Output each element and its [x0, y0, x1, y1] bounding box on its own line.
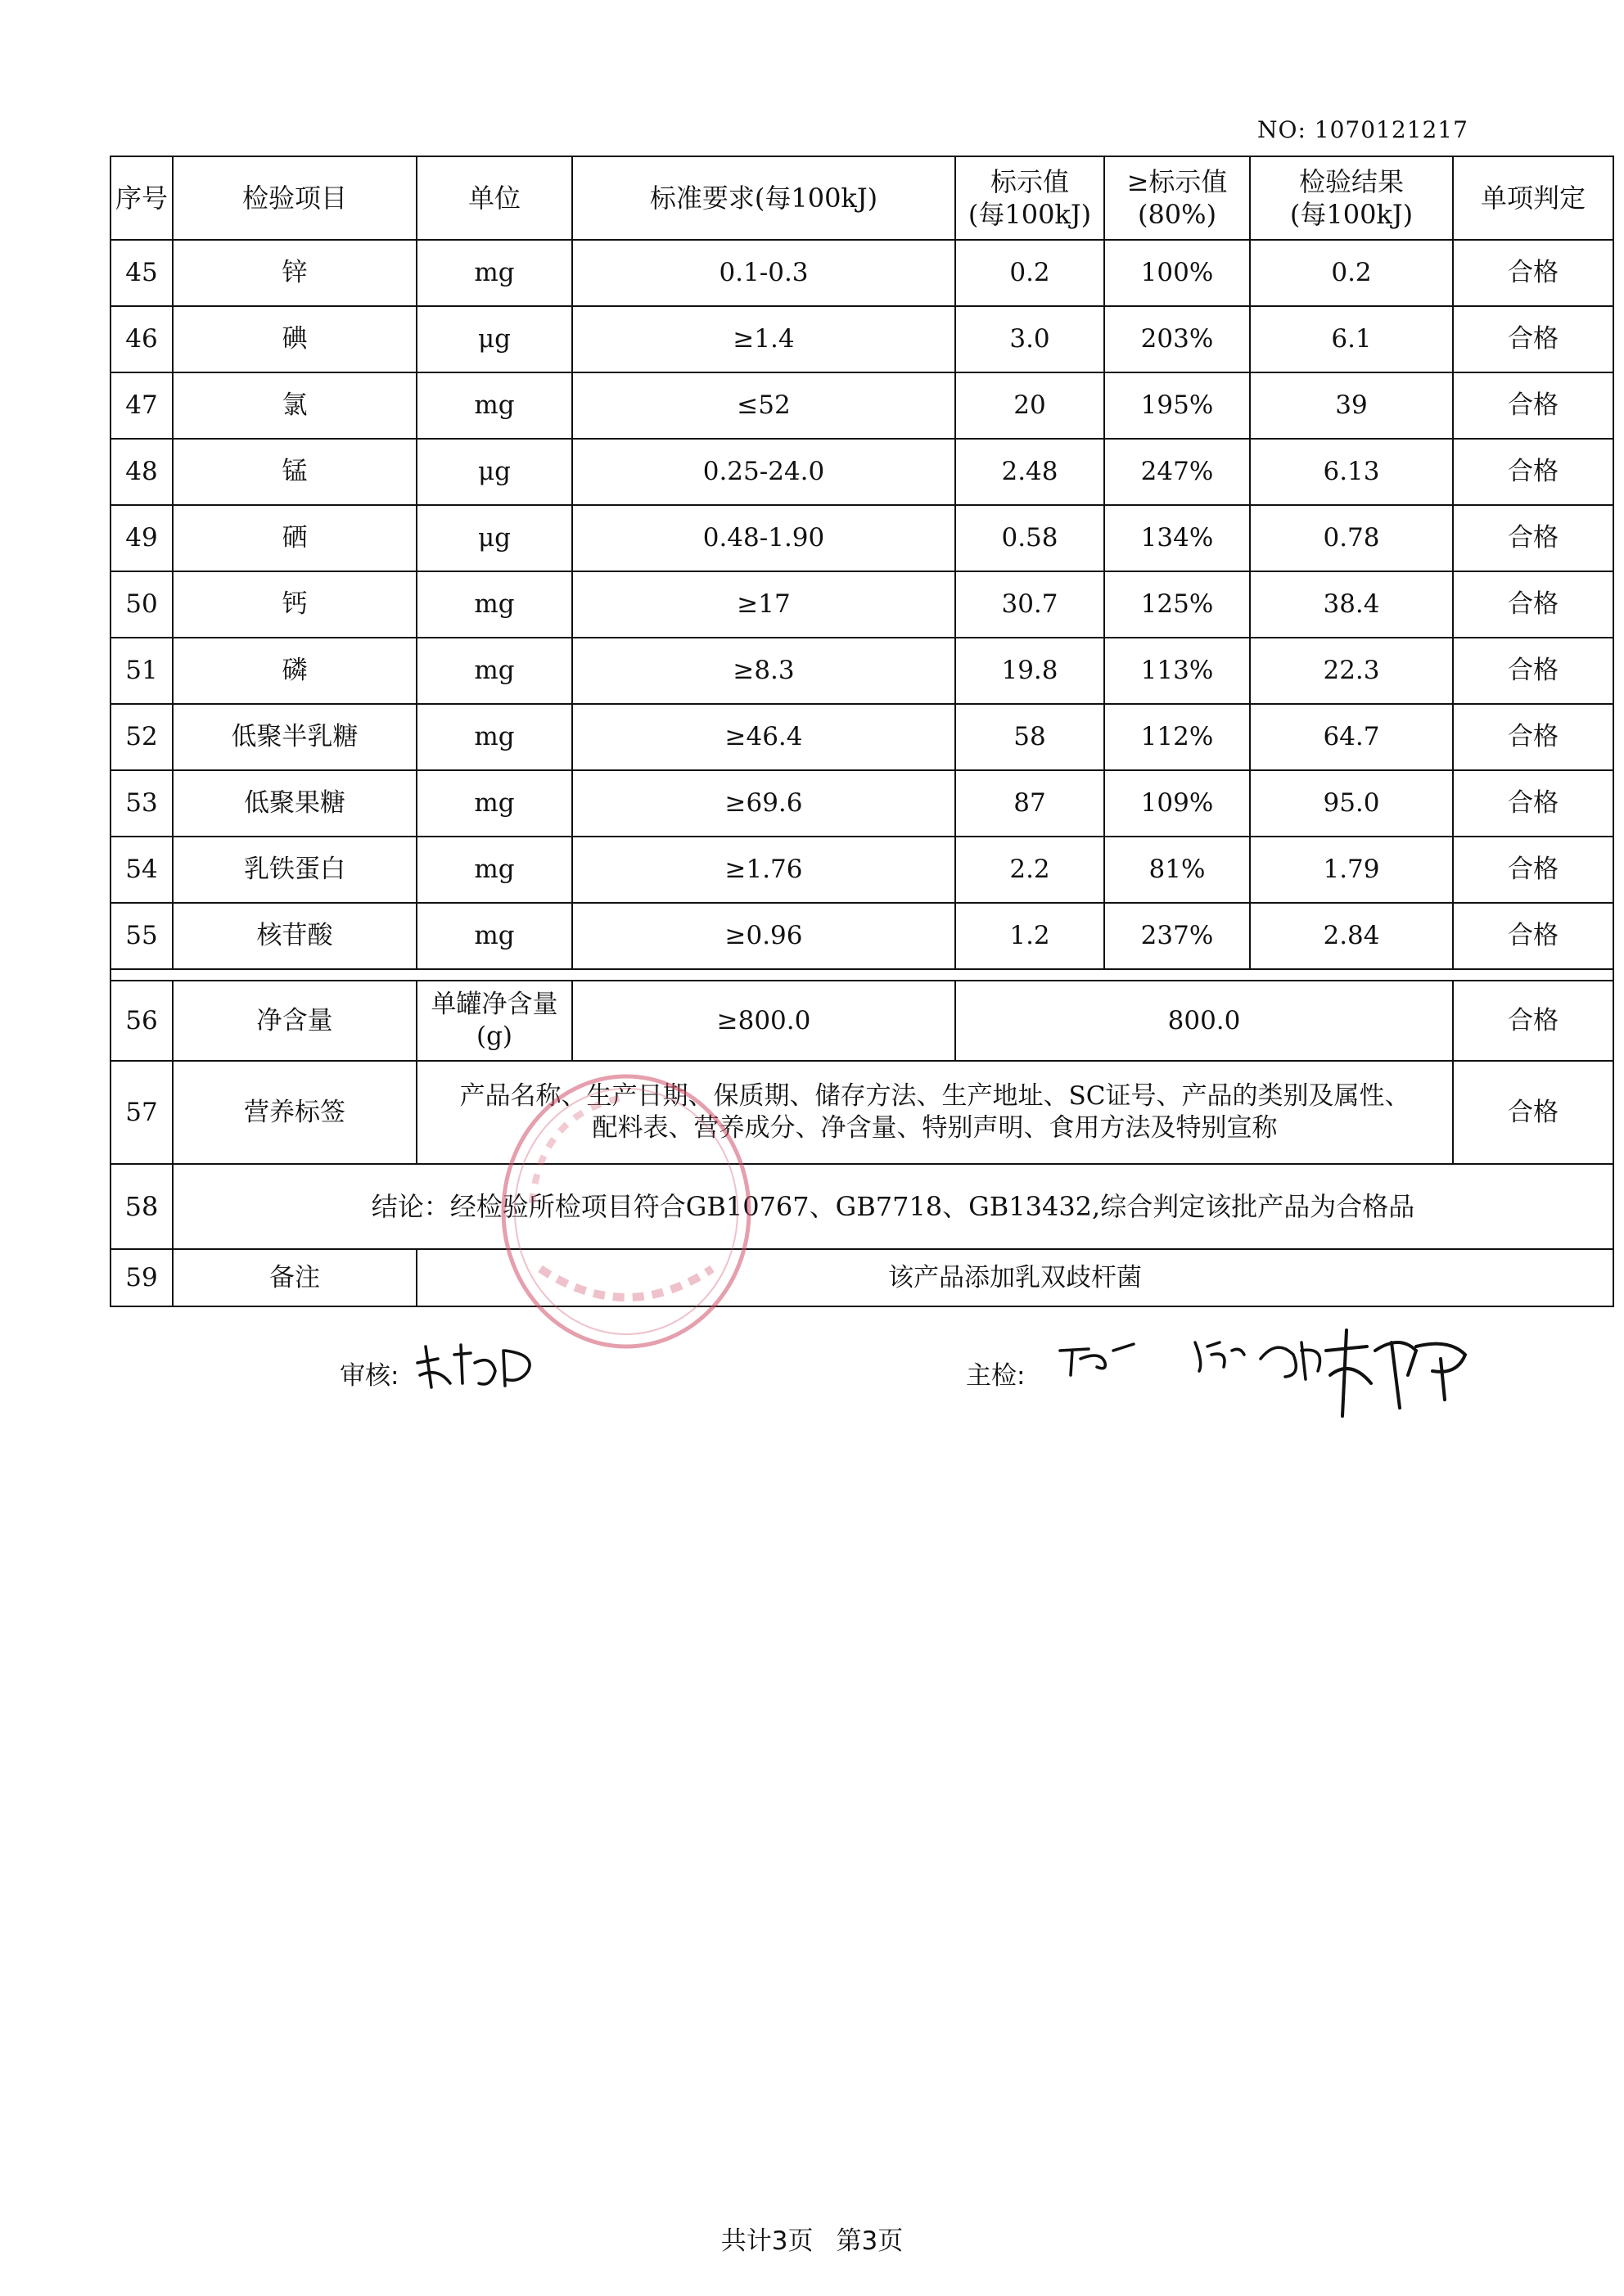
cell-labeled: 1.2 — [955, 903, 1104, 969]
cell-standard: 0.1-0.3 — [572, 240, 955, 306]
cell-no: 49 — [111, 505, 173, 571]
reviewer-signature-scribble — [413, 1338, 553, 1396]
cell-judgement: 合格 — [1453, 439, 1613, 505]
cell-item: 碘 — [173, 306, 417, 372]
cell-result: 39 — [1250, 372, 1453, 439]
cell-result: 6.1 — [1250, 306, 1453, 372]
cell-result: 2.84 — [1250, 903, 1453, 969]
cell-judgement: 合格 — [1453, 505, 1613, 571]
cell-judgement: 合格 — [1453, 1061, 1613, 1164]
table-row — [111, 638, 1613, 704]
cell-no: 50 — [111, 571, 173, 638]
col-header-labeled-line2: (每100kJ) — [968, 199, 1092, 230]
cell-unit: μg — [417, 306, 572, 372]
col-header-result-line1: 检验结果 — [1298, 166, 1404, 197]
table-row — [111, 505, 1613, 571]
cell-item: 锰 — [173, 439, 417, 505]
table-row — [111, 1249, 1613, 1306]
cell-no: 55 — [111, 903, 173, 969]
cell-judgement: 合格 — [1453, 770, 1613, 837]
table-row — [111, 837, 1613, 903]
cell-unit: μg — [417, 439, 572, 505]
cell-pct: 109% — [1104, 770, 1250, 837]
col-header-no: 序号 — [111, 156, 173, 240]
report-number: NO: 1070121217 — [1257, 116, 1468, 143]
cell-label-content — [417, 1061, 1453, 1164]
col-header-item: 检验项目 — [173, 156, 417, 240]
reviewer-label: 审核: — [340, 1361, 399, 1391]
cell-pct: 237% — [1104, 903, 1250, 969]
cell-result: 0.2 — [1250, 240, 1453, 306]
cell-no: 46 — [111, 306, 173, 372]
table-row — [111, 439, 1613, 505]
cell-item: 低聚果糖 — [173, 770, 417, 837]
cell-judgement: 合格 — [1453, 372, 1613, 439]
table-row — [111, 1164, 1613, 1249]
cell-unit: mg — [417, 571, 572, 638]
cell-judgement: 合格 — [1453, 240, 1613, 306]
cell-labeled: 2.48 — [955, 439, 1104, 505]
inspection-table — [110, 156, 1614, 1307]
cell-labeled: 19.8 — [955, 638, 1104, 704]
cell-unit: mg — [417, 372, 572, 439]
cell-no: 51 — [111, 638, 173, 704]
cell-conclusion: 结论：经检验所检项目符合GB10767、GB7718、GB13432,综合判定该批产品为合格品 — [173, 1164, 1613, 1249]
inspector-label: 主检: — [966, 1361, 1026, 1391]
cell-item: 氯 — [173, 372, 417, 439]
cell-standard: ≥17 — [572, 571, 955, 638]
cell-standard: ≥1.4 — [572, 306, 955, 372]
cell-pct: 81% — [1104, 837, 1250, 903]
cell-result: 22.3 — [1250, 638, 1453, 704]
cell-result: 800.0 — [955, 981, 1453, 1061]
table-row — [111, 372, 1613, 439]
cell-judgement: 合格 — [1453, 571, 1613, 638]
cell-item: 磷 — [173, 638, 417, 704]
cell-labeled: 20 — [955, 372, 1104, 439]
cell-labeled: 30.7 — [955, 571, 1104, 638]
page-footer — [0, 2220, 1624, 2257]
col-header-result-line2: (每100kJ) — [1289, 199, 1414, 230]
cell-pct: 195% — [1104, 372, 1250, 439]
col-header-pct-line1: ≥标示值 — [1126, 166, 1228, 197]
col-header-labeled — [955, 156, 1104, 240]
col-header-result — [1250, 156, 1453, 240]
col-header-pct — [1104, 156, 1250, 240]
col-header-judgement: 单项判定 — [1453, 156, 1613, 240]
cell-result: 95.0 — [1250, 770, 1453, 837]
cell-unit-line2: (g) — [476, 1022, 513, 1051]
cell-item: 备注 — [173, 1249, 417, 1306]
reviewer-signature — [413, 1338, 553, 1399]
table-row — [111, 770, 1613, 837]
inspector-signatures — [1056, 1326, 1482, 1428]
cell-item: 低聚半乳糖 — [173, 704, 417, 770]
cell-no: 54 — [111, 837, 173, 903]
page-total: 共计3页 — [720, 2226, 814, 2256]
cell-labeled: 0.58 — [955, 505, 1104, 571]
col-header-unit: 单位 — [417, 156, 572, 240]
col-header-pct-line2: (80%) — [1137, 199, 1217, 230]
cell-unit: mg — [417, 837, 572, 903]
cell-labeled: 0.2 — [955, 240, 1104, 306]
cell-judgement: 合格 — [1453, 903, 1613, 969]
cell-pct: 134% — [1104, 505, 1250, 571]
cell-standard: 0.48-1.90 — [572, 505, 955, 571]
col-header-labeled-line1: 标示值 — [990, 166, 1069, 197]
table-row — [111, 571, 1613, 638]
cell-item: 营养标签 — [173, 1061, 417, 1164]
cell-item: 乳铁蛋白 — [173, 837, 417, 903]
cell-judgement: 合格 — [1453, 638, 1613, 704]
cell-standard: ≥1.76 — [572, 837, 955, 903]
cell-judgement: 合格 — [1453, 837, 1613, 903]
inspector-signature-scribble — [1056, 1326, 1482, 1424]
page-current: 第3页 — [836, 2226, 904, 2256]
cell-item: 核苷酸 — [173, 903, 417, 969]
separator-cell — [111, 969, 1613, 981]
cell-no: 58 — [111, 1164, 173, 1249]
cell-unit: mg — [417, 240, 572, 306]
table-row — [111, 306, 1613, 372]
item-rows — [111, 240, 1613, 969]
label-content-line2: 配料表、营养成分、净含量、特别声明、食用方法及特别宣称 — [592, 1113, 1278, 1143]
cell-standard: ≥46.4 — [572, 704, 955, 770]
cell-no: 52 — [111, 704, 173, 770]
cell-pct: 247% — [1104, 439, 1250, 505]
cell-labeled: 87 — [955, 770, 1104, 837]
label-content-line1: 产品名称、生产日期、保质期、储存方法、生产地址、SC证号、产品的类别及属性、 — [459, 1081, 1410, 1112]
cell-unit: mg — [417, 770, 572, 837]
table-row — [111, 704, 1613, 770]
cell-standard: 0.25-24.0 — [572, 439, 955, 505]
cell-standard: ≥800.0 — [572, 981, 955, 1061]
cell-item: 净含量 — [173, 981, 417, 1061]
cell-no: 59 — [111, 1249, 173, 1306]
cell-result: 0.78 — [1250, 505, 1453, 571]
cell-unit: μg — [417, 505, 572, 571]
cell-judgement: 合格 — [1453, 704, 1613, 770]
cell-result: 1.79 — [1250, 837, 1453, 903]
cell-no: 47 — [111, 372, 173, 439]
cell-item: 硒 — [173, 505, 417, 571]
separator-row — [111, 969, 1613, 981]
cell-item: 锌 — [173, 240, 417, 306]
cell-pct: 100% — [1104, 240, 1250, 306]
cell-result: 38.4 — [1250, 571, 1453, 638]
table-row — [111, 981, 1613, 1061]
cell-standard: ≤52 — [572, 372, 955, 439]
cell-pct: 113% — [1104, 638, 1250, 704]
cell-remark: 该产品添加乳双歧杆菌 — [417, 1249, 1613, 1306]
cell-no: 53 — [111, 770, 173, 837]
cell-standard: ≥69.6 — [572, 770, 955, 837]
cell-unit: mg — [417, 704, 572, 770]
cell-item: 钙 — [173, 571, 417, 638]
cell-standard: ≥8.3 — [572, 638, 955, 704]
cell-pct: 125% — [1104, 571, 1250, 638]
cell-no: 48 — [111, 439, 173, 505]
cell-labeled: 58 — [955, 704, 1104, 770]
cell-no: 56 — [111, 981, 173, 1061]
cell-judgement: 合格 — [1453, 981, 1613, 1061]
cell-result: 64.7 — [1250, 704, 1453, 770]
table-row — [111, 1061, 1613, 1164]
cell-labeled: 2.2 — [955, 837, 1104, 903]
header-row — [111, 156, 1613, 240]
cell-unit — [417, 981, 572, 1061]
cell-judgement: 合格 — [1453, 306, 1613, 372]
table-row — [111, 240, 1613, 306]
cell-unit: mg — [417, 638, 572, 704]
cell-standard: ≥0.96 — [572, 903, 955, 969]
cell-no: 45 — [111, 240, 173, 306]
cell-pct: 112% — [1104, 704, 1250, 770]
cell-no: 57 — [111, 1061, 173, 1164]
cell-unit-line1: 单罐净含量 — [431, 990, 558, 1020]
cell-result: 6.13 — [1250, 439, 1453, 505]
cell-labeled: 3.0 — [955, 306, 1104, 372]
col-header-standard: 标准要求(每100kJ) — [572, 156, 955, 240]
cell-pct: 203% — [1104, 306, 1250, 372]
table-row — [111, 903, 1613, 969]
cell-unit: mg — [417, 903, 572, 969]
